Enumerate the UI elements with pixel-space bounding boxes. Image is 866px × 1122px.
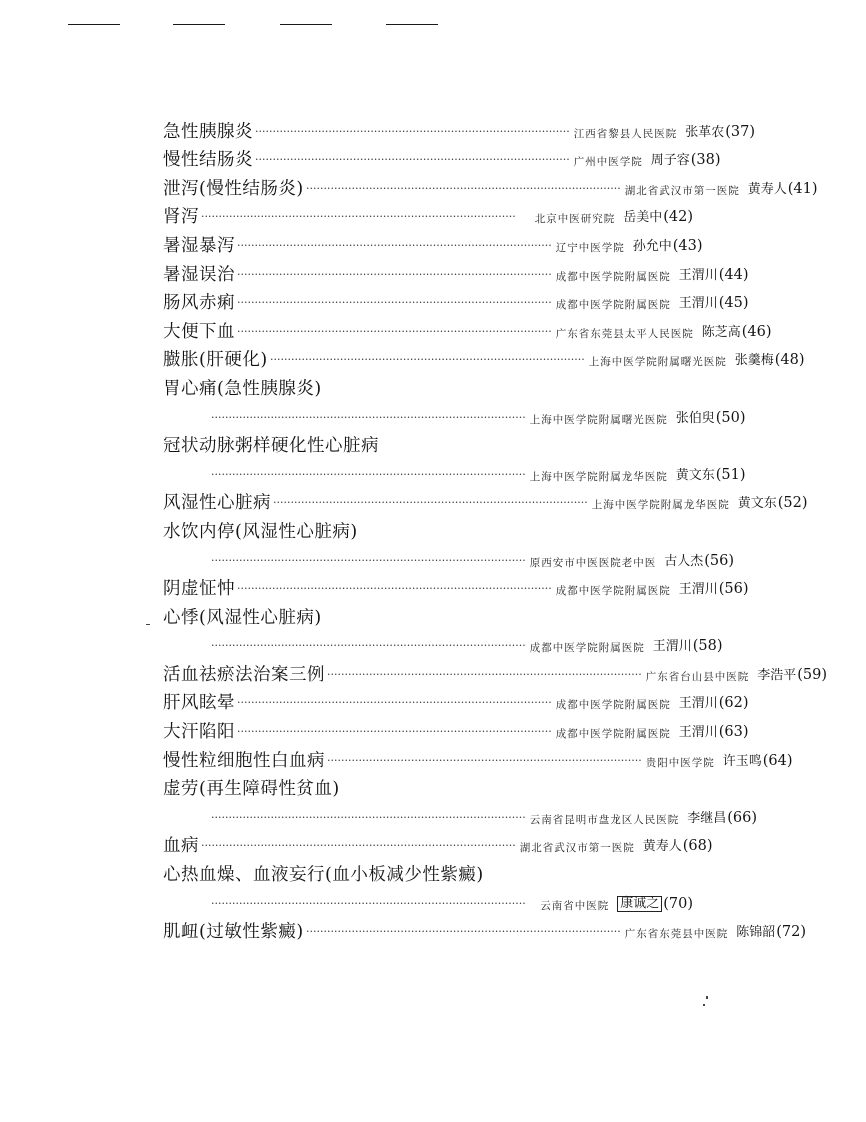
header-rule-3 bbox=[280, 24, 332, 25]
entry-page-number: (70) bbox=[663, 895, 693, 912]
toc-entry bbox=[163, 831, 713, 860]
dot-leader: ·························································································· bbox=[237, 725, 552, 739]
toc-entry bbox=[163, 516, 693, 545]
toc-entry bbox=[163, 173, 818, 202]
entry-page-number: (41) bbox=[787, 180, 818, 197]
entry-meta bbox=[163, 264, 749, 285]
toc-entry bbox=[163, 488, 808, 517]
entry-meta bbox=[163, 207, 693, 228]
entry-title: 大便下血 bbox=[163, 321, 235, 342]
entry-author: 许玉鸣 bbox=[722, 753, 762, 769]
header-rule-4 bbox=[386, 24, 438, 25]
toc-entry bbox=[163, 745, 793, 774]
entry-title: 慢性结肠炎 bbox=[163, 150, 253, 171]
entry-author: 黄寿人 bbox=[642, 839, 682, 855]
entry-meta bbox=[163, 922, 806, 943]
dot-leader: ·························································································· bbox=[211, 467, 526, 481]
entry-title: 臌胀(肝硬化) bbox=[163, 350, 268, 371]
entry-title: 血病 bbox=[163, 836, 199, 857]
entry-meta bbox=[163, 121, 755, 142]
entry-title: 肠风赤痢 bbox=[163, 293, 235, 314]
entry-source: 贵阳中医学院 bbox=[645, 756, 715, 769]
toc-entry bbox=[163, 230, 703, 259]
entry-source: 云南省昆明市盘龙区人民医院 bbox=[529, 813, 680, 826]
dot-leader: ·························································································· bbox=[201, 210, 516, 224]
dot-leader: ·························································································· bbox=[255, 124, 570, 138]
entry-author: 王渭川 bbox=[652, 639, 692, 655]
toc-entry bbox=[163, 431, 693, 460]
entry-author: 黄文东 bbox=[737, 496, 777, 512]
entry-page-number: (45) bbox=[718, 295, 749, 312]
toc-entry bbox=[163, 802, 757, 831]
entry-author: 王渭川 bbox=[678, 696, 718, 712]
entry-source: 原西安市中医医院老中医 bbox=[529, 556, 657, 569]
entry-source: 云南省中医院 bbox=[540, 899, 610, 912]
scan-speck bbox=[146, 624, 150, 625]
header-rule-2 bbox=[173, 24, 225, 25]
entry-page-number: (44) bbox=[718, 266, 749, 283]
entry-title: 风湿性心脏病 bbox=[163, 493, 271, 514]
entry-source: 北京中医研究院 bbox=[534, 213, 616, 226]
entry-meta bbox=[163, 235, 703, 256]
entry-page-number: (59) bbox=[797, 666, 827, 683]
entry-source: 成都中医学院附属医院 bbox=[555, 270, 671, 283]
dot-leader: ·························································································· bbox=[211, 639, 526, 653]
toc-entry bbox=[163, 602, 693, 631]
entry-source: 成都中医学院附属医院 bbox=[555, 585, 671, 598]
entry-source: 成都中医学院附属医院 bbox=[555, 728, 671, 741]
dot-leader: ·························································································· bbox=[327, 667, 642, 681]
entry-source: 广东省东莞县中医院 bbox=[624, 928, 729, 941]
scan-speck bbox=[703, 1004, 705, 1006]
entry-page-number: (63) bbox=[718, 724, 749, 741]
entry-title: 心热血燥、血液妄行(血小板减少性紫癜) bbox=[163, 865, 484, 886]
dot-leader: ·························································································· bbox=[211, 410, 526, 424]
entry-meta bbox=[163, 809, 757, 826]
dot-leader: ·························································································· bbox=[327, 753, 642, 767]
entry-meta bbox=[163, 579, 749, 600]
toc-entry bbox=[163, 688, 749, 717]
entry-source: 江西省黎县人民医院 bbox=[573, 127, 678, 140]
entry-title: 阴虚怔忡 bbox=[163, 579, 235, 600]
dot-leader: ·························································································· bbox=[211, 553, 526, 567]
entry-author: 康诚之 bbox=[617, 896, 662, 912]
entry-page-number: (64) bbox=[762, 752, 793, 769]
entry-title: 虚劳(再生障碍性贫血) bbox=[163, 779, 340, 800]
entry-page-number: (56) bbox=[704, 552, 734, 569]
entry-author: 黄文东 bbox=[675, 467, 715, 483]
entry-title: 大汗陷阳 bbox=[163, 722, 235, 743]
toc-entry bbox=[163, 774, 693, 803]
entry-author: 张伯臾 bbox=[675, 410, 715, 426]
entry-page-number: (43) bbox=[672, 237, 703, 254]
entry-page-number: (42) bbox=[663, 209, 693, 226]
entry-page-number: (66) bbox=[727, 809, 757, 826]
entry-meta bbox=[163, 836, 713, 857]
entry-author: 王渭川 bbox=[678, 267, 718, 283]
toc-entry bbox=[163, 459, 746, 488]
entry-page-number: (52) bbox=[777, 495, 808, 512]
entry-meta bbox=[163, 552, 734, 569]
entry-meta bbox=[163, 722, 749, 743]
entry-title: 暑湿暴泻 bbox=[163, 235, 235, 256]
entry-source: 湖北省武汉市第一医院 bbox=[624, 184, 740, 197]
toc-entry bbox=[163, 345, 805, 374]
entry-meta bbox=[163, 178, 818, 199]
entry-page-number: (38) bbox=[690, 152, 721, 169]
entry-title: 胃心痛(急性胰腺炎) bbox=[163, 378, 322, 399]
toc-entry bbox=[163, 288, 749, 317]
toc-entry bbox=[163, 574, 749, 603]
dot-leader: ·························································································· bbox=[237, 267, 552, 281]
entry-meta bbox=[163, 150, 721, 171]
entry-source: 成都中医学院附属医院 bbox=[555, 299, 671, 312]
toc-entry bbox=[163, 631, 723, 660]
toc-entry bbox=[163, 259, 749, 288]
entry-page-number: (51) bbox=[715, 466, 746, 483]
entry-meta bbox=[163, 350, 805, 371]
entry-title: 暑湿误治 bbox=[163, 264, 235, 285]
entry-source: 成都中医学院附属医院 bbox=[555, 699, 671, 712]
toc-entry bbox=[163, 659, 827, 688]
entry-page-number: (46) bbox=[741, 323, 772, 340]
toc-entry bbox=[163, 402, 746, 431]
entry-title: 肝风眩晕 bbox=[163, 693, 235, 714]
entry-meta bbox=[163, 409, 746, 426]
scan-speck bbox=[706, 996, 708, 999]
entry-title: 肌衄(过敏性紫癜) bbox=[163, 922, 304, 943]
dot-leader: ·························································································· bbox=[306, 925, 621, 939]
toc-entry bbox=[163, 716, 749, 745]
entry-meta bbox=[163, 293, 749, 314]
entry-source: 广州中医学院 bbox=[573, 156, 643, 169]
entry-page-number: (62) bbox=[718, 695, 749, 712]
entry-source: 成都中医学院附属医院 bbox=[529, 642, 645, 655]
entry-page-number: (56) bbox=[718, 581, 749, 598]
entry-page-number: (68) bbox=[682, 838, 713, 855]
dot-leader: ·························································································· bbox=[237, 696, 552, 710]
dot-leader: ·························································································· bbox=[201, 839, 516, 853]
entry-meta bbox=[163, 493, 808, 514]
entry-source: 上海中医学院附属曙光医院 bbox=[588, 356, 727, 369]
entry-page-number: (58) bbox=[692, 638, 723, 655]
toc-entry bbox=[163, 545, 734, 574]
toc-entry bbox=[163, 145, 721, 174]
entry-source: 上海中医学院附属龙华医院 bbox=[591, 499, 730, 512]
entry-meta bbox=[163, 321, 772, 342]
toc-entry bbox=[163, 116, 755, 145]
entry-title: 心悸(风湿性心脏病) bbox=[163, 607, 322, 628]
entry-author: 张羹梅 bbox=[734, 353, 774, 369]
entry-author: 王渭川 bbox=[678, 725, 718, 741]
table-of-contents bbox=[163, 116, 827, 945]
entry-source: 辽宁中医学院 bbox=[555, 241, 625, 254]
entry-title: 泄泻(慢性结肠炎) bbox=[163, 178, 304, 199]
entry-meta bbox=[163, 693, 749, 714]
toc-entry bbox=[163, 316, 772, 345]
entry-author: 张革农 bbox=[685, 124, 725, 140]
entry-title: 肾泻 bbox=[163, 207, 199, 228]
dot-leader: ·························································································· bbox=[237, 582, 552, 596]
entry-meta bbox=[163, 638, 723, 655]
entry-author: 黄寿人 bbox=[747, 181, 787, 197]
dot-leader: ·························································································· bbox=[237, 324, 552, 338]
entry-source: 广东省东莞县太平人民医院 bbox=[555, 327, 694, 340]
entry-meta bbox=[163, 664, 827, 685]
entry-author: 李继昌 bbox=[687, 810, 727, 826]
entry-author: 王渭川 bbox=[678, 296, 718, 312]
toc-entry bbox=[163, 202, 693, 231]
toc-entry bbox=[163, 917, 806, 946]
entry-source: 广东省台山县中医院 bbox=[645, 670, 750, 683]
header-rule-1 bbox=[68, 24, 120, 25]
dot-leader: ·························································································· bbox=[237, 296, 552, 310]
entry-author: 岳美中 bbox=[623, 210, 663, 226]
entry-title: 水饮内停(风湿性心脏病) bbox=[163, 521, 358, 542]
entry-page-number: (50) bbox=[715, 409, 746, 426]
entry-author: 周子容 bbox=[650, 153, 690, 169]
entry-author: 李浩平 bbox=[757, 667, 797, 683]
entry-page-number: (37) bbox=[725, 123, 755, 140]
entry-meta bbox=[163, 896, 693, 912]
entry-author: 陈锦韶 bbox=[736, 925, 776, 941]
entry-title: 冠状动脉粥样硬化性心脏病 bbox=[163, 436, 379, 457]
dot-leader: ·························································································· bbox=[237, 238, 552, 252]
toc-entry bbox=[163, 888, 693, 917]
entry-title: 慢性粒细胞性白血病 bbox=[163, 750, 325, 771]
entry-author: 孙允中 bbox=[632, 238, 672, 254]
entry-author: 王渭川 bbox=[678, 582, 718, 598]
dot-leader: ·························································································· bbox=[255, 153, 570, 167]
dot-leader: ·························································································· bbox=[211, 896, 526, 910]
entry-title: 急性胰腺炎 bbox=[163, 121, 253, 142]
entry-page-number: (72) bbox=[776, 924, 806, 941]
entry-meta bbox=[163, 750, 793, 771]
dot-leader: ·························································································· bbox=[270, 353, 585, 367]
entry-page-number: (48) bbox=[774, 352, 805, 369]
entry-author: 陈芝高 bbox=[701, 324, 741, 340]
toc-entry bbox=[163, 373, 693, 402]
toc-entry bbox=[163, 859, 693, 888]
dot-leader: ·························································································· bbox=[306, 181, 621, 195]
entry-source: 上海中医学院附属龙华医院 bbox=[529, 470, 668, 483]
dot-leader: ·························································································· bbox=[273, 496, 588, 510]
entry-author: 古人杰 bbox=[664, 553, 704, 569]
entry-source: 湖北省武汉市第一医院 bbox=[519, 842, 635, 855]
entry-source: 上海中医学院附属曙光医院 bbox=[529, 413, 668, 426]
entry-meta bbox=[163, 466, 746, 483]
dot-leader: ·························································································· bbox=[211, 810, 526, 824]
entry-title: 活血祛瘀法治案三例 bbox=[163, 664, 325, 685]
